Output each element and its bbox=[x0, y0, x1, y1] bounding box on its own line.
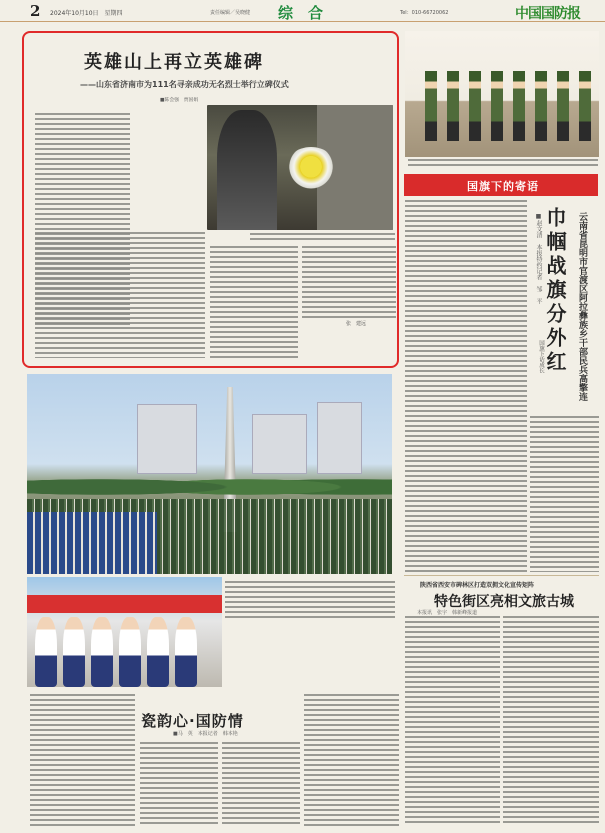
soldiers-drill-photo[interactable] bbox=[405, 31, 599, 157]
soldier-figure bbox=[469, 71, 481, 141]
right-feature-subheadline: 云南省昆明市官渡区阿拉彝族乡干部民兵高擎连 bbox=[577, 212, 587, 401]
child-figure bbox=[91, 617, 113, 687]
bottom-left-byline: ■马 英 本报记者 韩本艳 bbox=[173, 731, 238, 737]
soldier-figure bbox=[491, 71, 503, 141]
phone-number: Tel：010-66720062 bbox=[400, 10, 449, 16]
photo-caption bbox=[408, 159, 598, 169]
responsible-editor: 责任编辑／吴晓健 bbox=[210, 10, 251, 16]
red-banner-strip bbox=[27, 595, 222, 613]
bottom-left-body-column bbox=[222, 742, 300, 826]
flower-wreath bbox=[285, 147, 337, 191]
soldier-figure bbox=[557, 71, 569, 141]
building bbox=[317, 402, 362, 474]
soldier-figure bbox=[513, 71, 525, 141]
bottom-left-body-column bbox=[30, 694, 135, 826]
newspaper-logo: 中国国防报 bbox=[515, 6, 580, 22]
page-number: 2 bbox=[30, 2, 41, 20]
bottom-left-body-column bbox=[304, 694, 399, 826]
bottom-right-headline[interactable]: 特色街区亮相文旅古城 bbox=[434, 594, 574, 610]
memorial-ceremony-photo[interactable] bbox=[207, 105, 393, 230]
right-feature-kicker: 国旗下话成长 bbox=[538, 340, 544, 373]
building bbox=[137, 404, 197, 474]
bottom-left-headline[interactable]: 瓷韵心·国防情 bbox=[141, 712, 244, 730]
child-figure bbox=[119, 617, 141, 687]
lead-story-headline[interactable]: 英雄山上再立英雄碑 bbox=[84, 52, 264, 73]
bottom-right-kicker: 陕西省西安市碑林区打造双拥文化宣传矩阵 bbox=[420, 582, 535, 589]
bottom-right-body-column bbox=[503, 616, 599, 826]
lead-story-body-column bbox=[210, 246, 298, 358]
section-divider bbox=[404, 575, 599, 576]
right-feature-headline[interactable]: 巾帼战旗分外红 bbox=[543, 207, 567, 375]
bottom-right-body-column bbox=[405, 616, 500, 826]
children-event-photo[interactable] bbox=[27, 577, 222, 687]
bottom-right-byline: 本报讯 张宇 韩新峰报道 bbox=[417, 610, 478, 616]
section-name: 综 合 bbox=[278, 4, 324, 22]
military-parade-photo[interactable] bbox=[27, 374, 392, 574]
lead-story-author-sign: 张 建远 bbox=[346, 321, 367, 327]
student-formation bbox=[27, 512, 157, 574]
mourner-figure bbox=[217, 110, 277, 230]
child-figure bbox=[147, 617, 169, 687]
column-banner-label: 国旗下的寄语 bbox=[467, 180, 539, 193]
soldier-figure bbox=[425, 71, 437, 141]
bottom-left-body-column bbox=[140, 742, 218, 826]
lead-story-body-column bbox=[35, 232, 205, 358]
lead-story-subheadline: ——山东省济南市为111名寻亲成功无名烈士举行立碑仪式 bbox=[80, 80, 289, 89]
photo-caption bbox=[250, 233, 395, 243]
lead-story-body-column bbox=[302, 246, 396, 318]
page-header bbox=[0, 0, 605, 22]
child-figure bbox=[35, 617, 57, 687]
right-feature-byline: ■赵文清 本报特约记者 邹 平 bbox=[535, 213, 542, 304]
lead-story-byline: ■陈会强 贾国娟 bbox=[160, 98, 199, 103]
soldier-figure bbox=[447, 71, 459, 141]
right-feature-body-column bbox=[405, 200, 527, 572]
column-banner bbox=[404, 174, 598, 196]
right-feature-body-column bbox=[530, 416, 599, 572]
building bbox=[252, 414, 307, 474]
tree-line bbox=[27, 469, 392, 499]
soldier-figure bbox=[535, 71, 547, 141]
photo-caption bbox=[225, 581, 395, 621]
soldier-figure bbox=[579, 71, 591, 141]
child-figure bbox=[175, 617, 197, 687]
child-figure bbox=[63, 617, 85, 687]
issue-date: 2024年10月10日 星期四 bbox=[50, 10, 123, 17]
